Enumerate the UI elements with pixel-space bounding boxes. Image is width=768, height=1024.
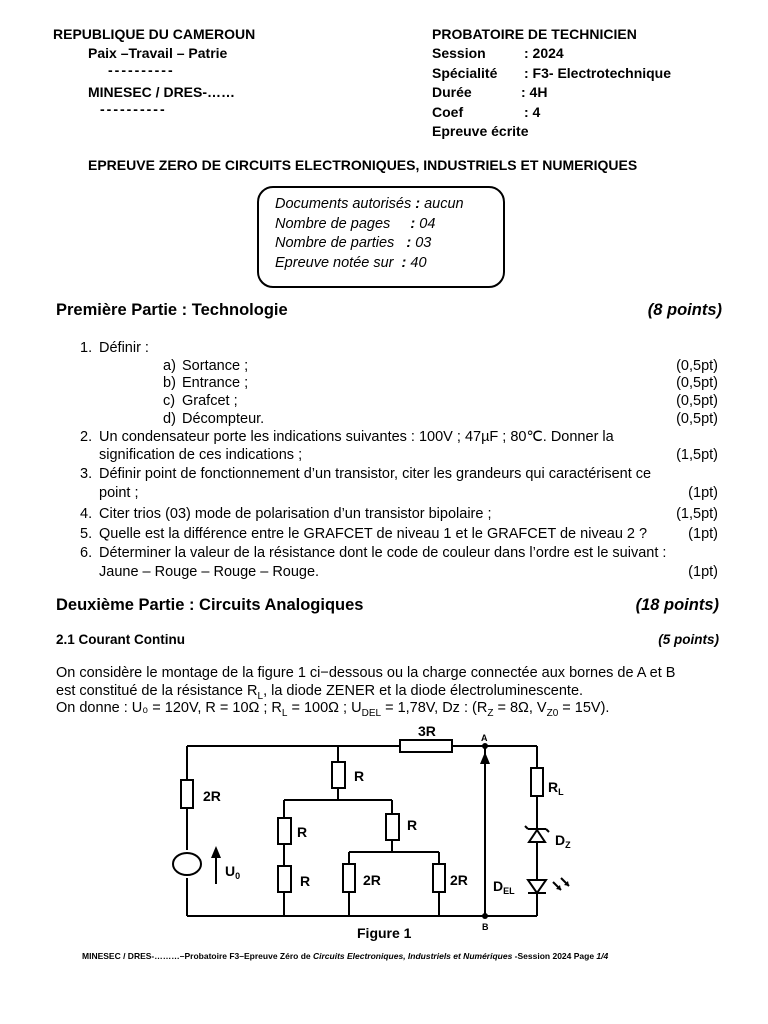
header-row-label: Coef <box>432 104 464 120</box>
figure-caption: Figure 1 <box>357 925 412 941</box>
header-row-value: : 4H <box>521 84 548 100</box>
sub-item-label: c) <box>163 393 176 409</box>
question-points: (1,5pt) <box>676 447 718 463</box>
resistor-rl <box>531 768 543 796</box>
voltage-arrow <box>480 752 490 764</box>
header-exam-type: Epreuve écrite <box>432 123 529 139</box>
header-separator: ---------- <box>100 101 167 117</box>
label-dz: $D_Z$ <box>555 832 571 850</box>
question-points: (1pt) <box>688 564 718 580</box>
header-row-label: Spécialité <box>432 65 498 81</box>
sub-item-label: d) <box>163 411 176 427</box>
question-text: Jaune – Rouge – Rouge – Rouge. <box>99 564 320 580</box>
question-text: Déterminer la valeur de la résistance dont le code de couleur dans l’ordre est le suivant : <box>99 545 667 561</box>
resistor-r-top <box>332 762 345 788</box>
question-text: Définir point de fonctionnement d’un transistor, citer les grandeurs qui caractérisent ce <box>99 466 652 482</box>
part2-title: Deuxième Partie : Circuits Analogiques <box>56 596 364 614</box>
resistor-r-right <box>386 814 399 840</box>
question-text: signification de ces indications ; <box>99 447 303 463</box>
resistor-3r <box>400 740 452 752</box>
header-row-label: Session <box>432 45 486 61</box>
question-points: (1pt) <box>688 485 718 501</box>
sub-item-text: Entrance ; <box>182 375 249 391</box>
intro-text: On considère le montage de la figure 1 ci−dessous ou la charge connectée aux bornes de A et B <box>56 665 676 681</box>
header-country: REPUBLIQUE DU CAMEROUN <box>53 26 256 42</box>
label-r-left1: R <box>297 824 308 840</box>
page-footer: MINESEC / DRES-………–Probatoire F3–Epreuve Zéro de Circuits Electroniques, Industriels et Numériques -Session 2024 Page 1/4 <box>82 951 609 961</box>
header-row-label: Durée <box>432 84 472 100</box>
label-node-a: A <box>481 733 488 743</box>
sub-item-label: b) <box>163 375 176 391</box>
resistor-2r-b <box>343 864 355 892</box>
label-2r: 2R <box>203 788 221 804</box>
header-row-value: : 4 <box>524 104 541 120</box>
label-rl: $R_L$ <box>548 779 564 797</box>
intro-text: est constitué de la résistance $R_L$, la diode ZENER et la diode électroluminescente. <box>56 683 584 702</box>
question-number: 6. <box>80 545 93 561</box>
question-number: 5. <box>80 526 93 542</box>
question-number: 1. <box>80 340 93 356</box>
question-points: (0,5pt) <box>676 375 718 391</box>
part1-points: (8 points) <box>647 301 722 319</box>
label-r-right: R <box>407 817 418 833</box>
resistor-2r <box>181 780 193 808</box>
header-ministry: MINESEC / DRES-…… <box>88 84 236 100</box>
sub-item-label: a) <box>163 358 176 374</box>
sub-item-text: Décompteur. <box>182 411 265 427</box>
doc-box-line: Nombre de pages : 04 <box>275 216 436 232</box>
label-r-left2: R <box>300 873 311 889</box>
question-text: Définir : <box>99 340 149 356</box>
source-u0 <box>173 853 201 875</box>
label-u0: $U_0$ <box>225 863 241 881</box>
question-points: (0,5pt) <box>676 411 718 427</box>
question-text: Un condensateur porte les indications suivantes : 100V ; 47µF ; 80℃. Donner la <box>99 429 614 445</box>
question-number: 4. <box>80 506 93 522</box>
header-row-value: : 2024 <box>524 45 564 61</box>
doc-box-line: Epreuve notée sur : 40 <box>275 255 427 271</box>
label-3r: 3R <box>418 723 436 739</box>
section-title: 2.1 Courant Continu <box>56 632 185 647</box>
node-a <box>482 743 488 749</box>
question-points: (0,5pt) <box>676 393 718 409</box>
header-separator: ---------- <box>108 62 175 78</box>
sub-item-text: Grafcet ; <box>182 393 238 409</box>
question-text: Quelle est la différence entre le GRAFCET de niveau 1 et le GRAFCET de niveau 2 ? <box>99 526 648 542</box>
label-2r-b: 2R <box>363 872 381 888</box>
resistor-r-left2 <box>278 866 291 892</box>
part1-title: Première Partie : Technologie <box>56 301 288 319</box>
exam-title: EPREUVE ZERO DE CIRCUITS ELECTRONIQUES, INDUSTRIELS ET NUMERIQUES <box>88 157 638 173</box>
question-text: Citer trios (03) mode de polarisation d’un transistor bipolaire ; <box>99 506 492 522</box>
doc-box-line: Nombre de parties : 03 <box>275 235 432 251</box>
header-row-value: : F3- Electrotechnique <box>524 65 672 81</box>
label-del: $D_{EL}$ <box>493 878 515 896</box>
header-exam: PROBATOIRE DE TECHNICIEN <box>432 26 637 42</box>
sub-item-text: Sortance ; <box>182 358 249 374</box>
question-points: (0,5pt) <box>676 358 718 374</box>
question-text: point ; <box>99 485 139 501</box>
given-values: On donne : U₀ = 120V, R = 10Ω ; $R_L = 100\Omega$ ; $U_{DEL} = 1,78V$, Dz : ($R_Z = 8\Omega$, $V_{Z0} = 15V$). <box>56 700 610 719</box>
question-number: 3. <box>80 466 93 482</box>
zener-diode <box>525 826 549 842</box>
resistor-r-left1 <box>278 818 291 844</box>
doc-box-line: Documents autorisés : aucun <box>275 196 464 212</box>
led-diode <box>528 878 569 893</box>
node-b <box>482 913 488 919</box>
label-node-b: B <box>482 922 489 932</box>
question-points: (1,5pt) <box>676 506 718 522</box>
label-2r-c: 2R <box>450 872 468 888</box>
part2-points: (18 points) <box>635 596 719 614</box>
header-motto: Paix –Travail – Patrie <box>88 45 228 61</box>
question-number: 2. <box>80 429 93 445</box>
label-r-top: R <box>354 768 365 784</box>
question-points: (1pt) <box>688 526 718 542</box>
section-points: (5 points) <box>658 632 719 647</box>
resistor-2r-c <box>433 864 445 892</box>
